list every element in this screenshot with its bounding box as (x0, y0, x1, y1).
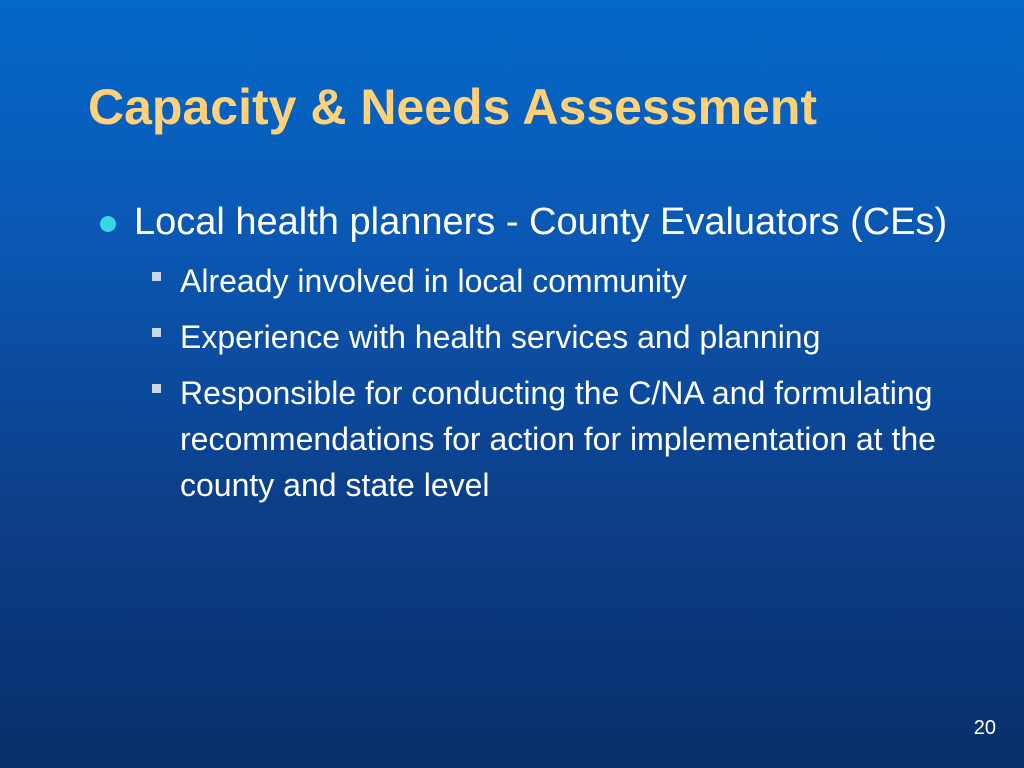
circle-bullet-icon (100, 216, 116, 232)
sub-bullet-text: Already involved in local community (180, 263, 687, 299)
sub-bullet-item (152, 314, 1000, 360)
sub-bullet-text: Responsible for conducting the C/NA and formulating recommendations for action for implementation at the county and state level (180, 375, 936, 503)
slide-title: Capacity & Needs Assessment (88, 79, 818, 135)
sub-bullet-text: Experience with health services and planning (180, 319, 821, 355)
square-bullet-icon (152, 328, 161, 337)
square-bullet-icon (152, 384, 161, 393)
bullet-row (100, 196, 1000, 248)
bullet-list (100, 196, 1000, 518)
bullet-item (100, 196, 1000, 508)
page-number: 20 (973, 717, 996, 739)
bullet-text: Local health planners - County Evaluators (CEs) (134, 201, 948, 243)
square-bullet-icon (152, 272, 161, 281)
sub-bullet-item (152, 370, 1000, 508)
sub-bullet-list (152, 258, 1000, 508)
sub-bullet-item (152, 258, 1000, 304)
